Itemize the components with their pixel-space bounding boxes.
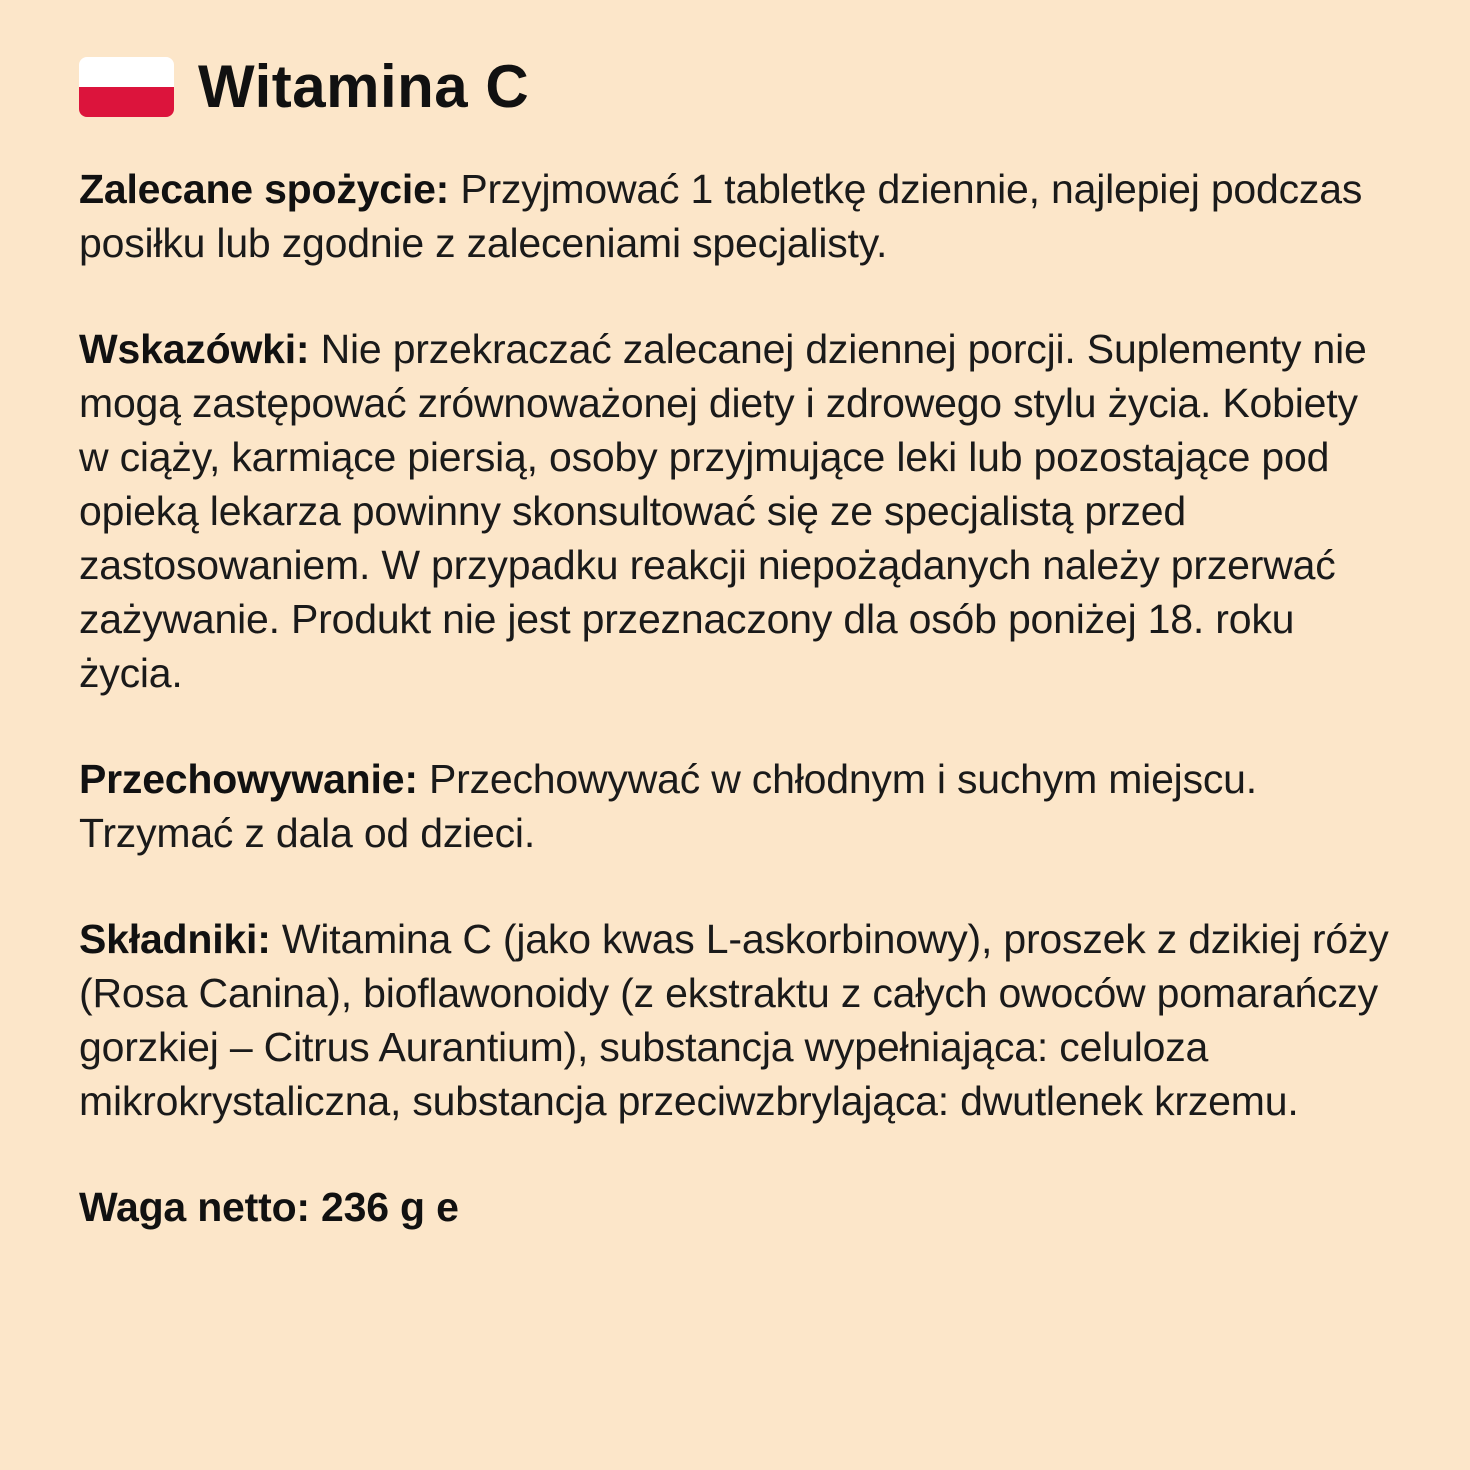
storage-section [79,752,1390,860]
directions-label: Wskazówki: [79,326,310,372]
ingredients-section [79,912,1390,1128]
directions-section [79,322,1390,700]
poland-flag-icon [79,57,174,117]
ingredients-text: Witamina C (jako kwas L-askorbinowy), proszek z dzikiej róży (Rosa Canina), bioflawonoidy (z ekstraktu z całych owoców pomarańczy gorzkiej – Citrus Aurantium), substancja wypełniająca: celuloza mikrokrystaliczna, substancja przeciwzbrylająca: dwutlenek krzemu. [79,916,1389,1124]
ingredients-label: Składniki: [79,916,271,962]
recommended-intake-text: Przyjmować 1 tabletkę dziennie, najlepiej podczas posiłku lub zgodnie z zaleceniami specjalisty. [79,166,1363,266]
flag-red-stripe [79,87,174,117]
net-weight: Waga netto: 236 g e [79,1184,459,1230]
storage-label: Przechowywanie: [79,756,418,802]
recommended-intake-label: Zalecane spożycie: [79,166,450,212]
directions-text: Nie przekraczać zalecanej dziennej porcji. Suplementy nie mogą zastępować zrównoważonej diety i zdrowego stylu życia. Kobiety w ciąży, karmiące piersią, osoby przyjmujące leki lub pozostające pod opieką lekarza powinny skonsultować się ze specjalistą przed zastosowaniem. W przypadku reakcji niepożądanych należy przerwać zażywanie. Produkt nie jest przeznaczony dla osób poniżej 18. roku życia. [79,326,1367,696]
header [79,53,1390,120]
storage-text: Przechowywać w chłodnym i suchym miejscu. Trzymać z dala od dzieci. [79,756,1257,856]
product-title: Witamina C [198,53,530,120]
flag-white-stripe [79,57,174,87]
recommended-intake-section [79,162,1390,270]
